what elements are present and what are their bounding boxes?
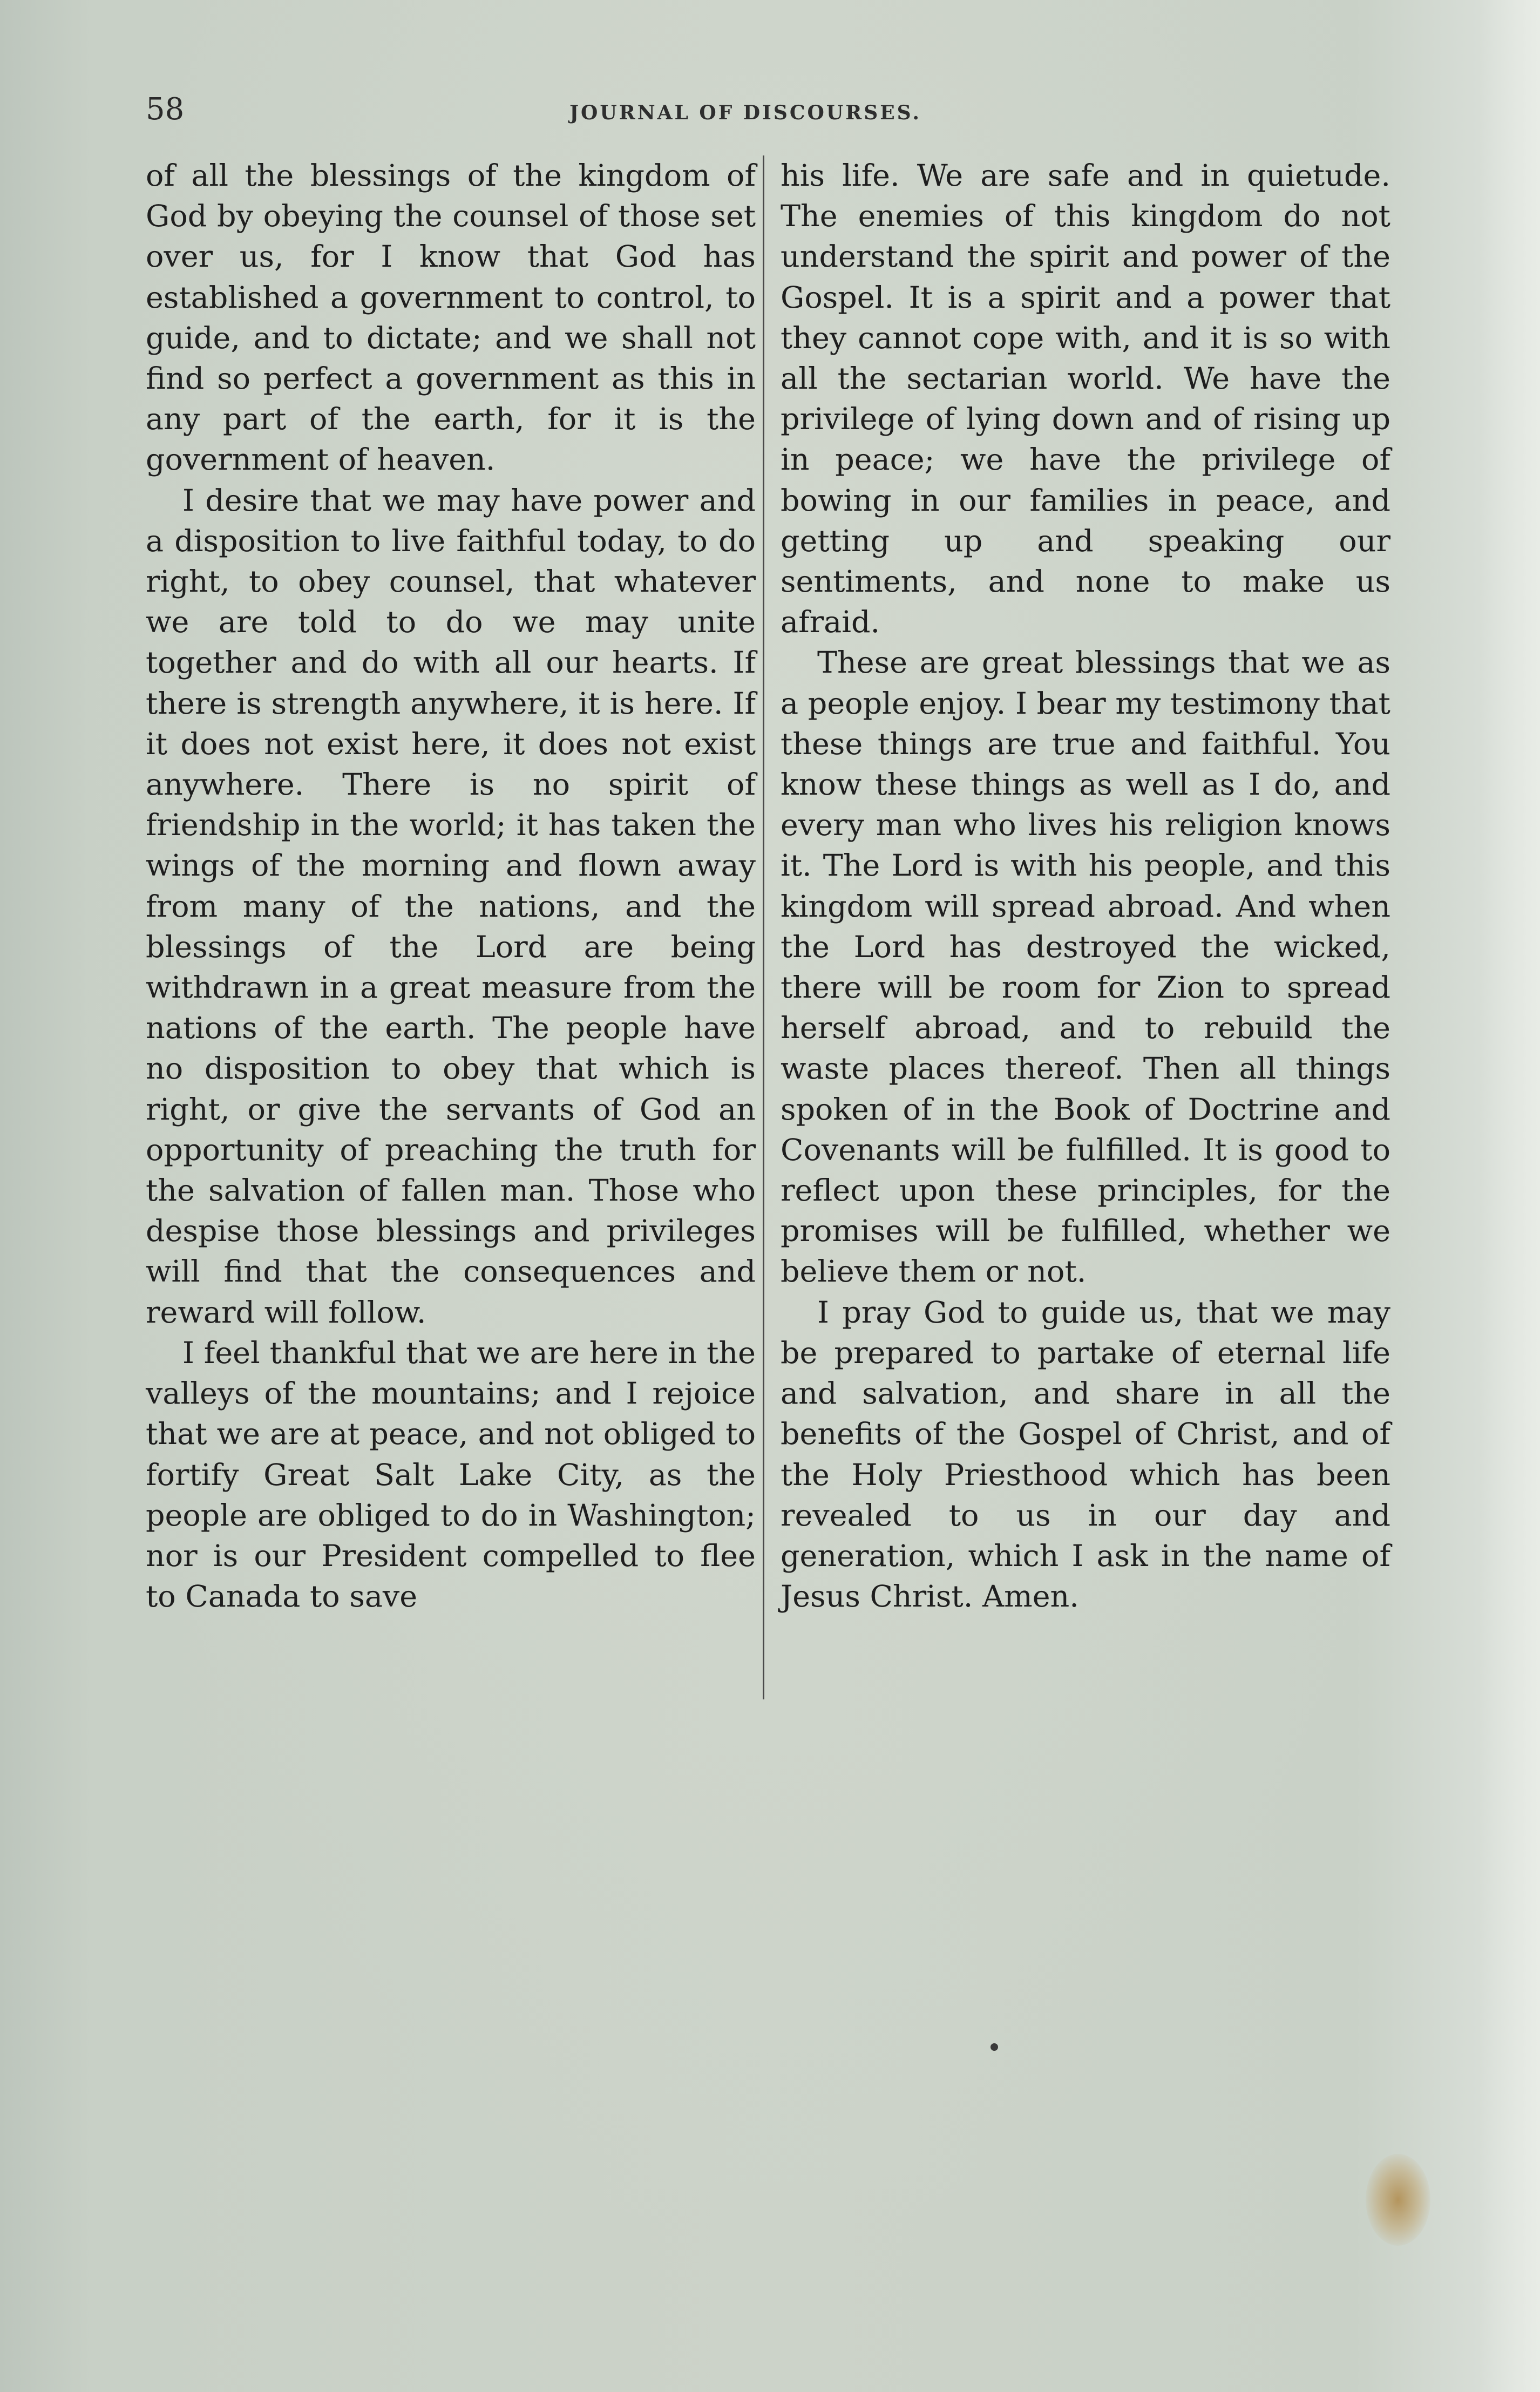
left-paragraph-1: of all the blessings of the kingdom of God by obeying the counsel of those set over us, for I know that God has established a government to control, to guide, and to dictate; and we shall not find so perfect a government as this in any part of the earth, for it is the government of heaven. [146, 158, 756, 478]
paper-stain [1366, 2154, 1430, 2246]
running-title: JOURNAL OF DISCOURSES. [569, 101, 921, 124]
page-number: 58 [146, 92, 185, 127]
left-paragraph-2: I desire that we may have power and a disposition to live faithful today, to do right, to obey counsel, that whatever we are told to do we may unite together and do with all our hearts. If there is strength anywhere, it is here. If it does not exist here, it does not exist anywhere. There is no spirit of friendship in the world; it has taken the wings of the morning and flown away from many of the nations, and the blessings of the Lord are being withdrawn in a great measure from the nations of the earth. The people have no disposition to obey that which is right, or give the servants of God an opportunity of preaching the truth for the salvation of fallen man. Those who despise those blessings and privileges will find that the consequences and reward will follow. [146, 483, 756, 1330]
right-paragraph-2: These are great blessings that we as a people enjoy. I bear my testimony that these things are true and faithful. You know these things as well as I do, and every man who lives his religion knows it. The Lord is with his people, and this kingdom will spread abroad. And when the Lord has destroyed the wicked, there will be room for Zion to spread herself abroad, and to rebuild the waste places thereof. Then all things spoken of in the Book of Doctrine and Covenants will be fulfilled. It is good to reflect upon these principles, for the promises will be fulfilled, whether we believe them or not. [781, 645, 1390, 1290]
right-paragraph-1: his life. We are safe and in quietude. The enemies of this kingdom do not understand the spirit and power of the Gospel. It is a spirit and a power that they cannot cope with, and it is so with all the sectarian world. We have the privilege of lying down and of rising up in peace; we have the privilege of bowing in our families in peace, and getting up and speaking our sentiments, and none to make us afraid. [781, 158, 1390, 640]
page-header [146, 92, 972, 130]
right-column [781, 155, 1390, 1617]
left-column [146, 155, 756, 1617]
ink-speck [991, 2043, 998, 2051]
page-edge-highlight [1481, 0, 1540, 2392]
left-paragraph-3: I feel thankful that we are here in the valleys of the mountains; and I rejoice that we are at peace, and not obliged to fortify Great Salt Lake City, as the people are obliged to do in Washington; nor is our President compelled to flee to Canada to save [146, 1335, 756, 1615]
column-divider [763, 155, 764, 1699]
right-paragraph-3: I pray God to guide us, that we may be prepared to partake of eternal life and salvation, and share in all the benefits of the Gospel of Christ, and of the Holy Priesthood which has been revealed to us in our day and generation, which I ask in the name of Jesus Christ. Amen. [781, 1295, 1390, 1615]
